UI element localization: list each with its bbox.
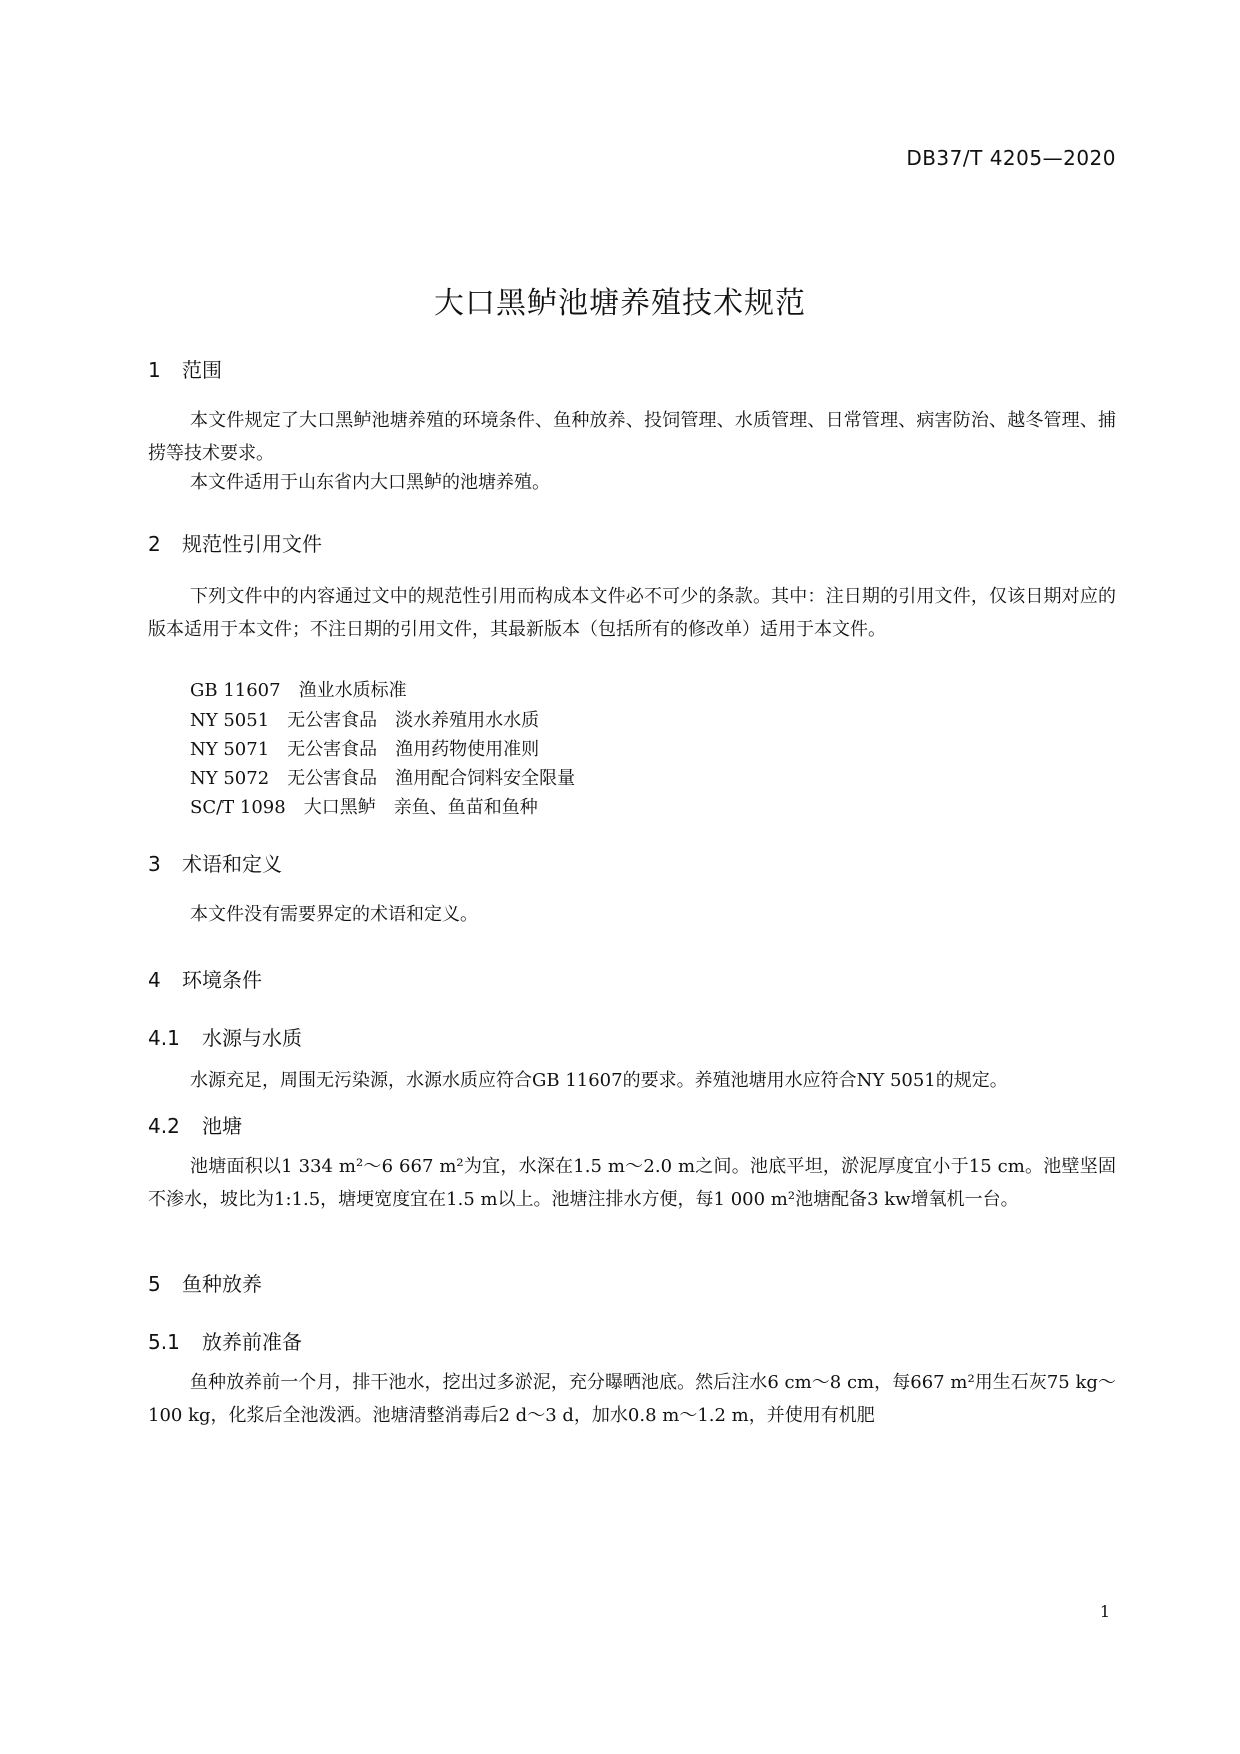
section-number: 5 — [148, 1272, 161, 1296]
subsection-number: 5.1 — [148, 1330, 180, 1354]
subsection-title: 水源与水质 — [202, 1026, 302, 1050]
water-source-paragraph: 水源充足，周围无污染源，水源水质应符合GB 11607的要求。养殖池塘用水应符合NY 5051的规定。 — [190, 1070, 1008, 1091]
section-number: 2 — [148, 532, 161, 556]
reference-item: SC/T 1098 大口黑鲈 亲鱼、鱼苗和鱼种 — [190, 797, 538, 818]
section-title: 规范性引用文件 — [182, 532, 322, 556]
reference-item: NY 5071 无公害食品 渔用药物使用准则 — [190, 739, 540, 760]
subsection-title: 放养前准备 — [202, 1330, 302, 1354]
normative-references-paragraph: 下列文件中的内容通过文中的规范性引用而构成本文件必不可少的条款。其中：注日期的引用文件，仅该日期对应的版本适用于本文件；不注日期的引用文件，其最新版本（包括所有的修改单）适用于本文件。 — [148, 586, 1116, 640]
section-number: 3 — [148, 852, 161, 876]
subsection-number: 4.1 — [148, 1026, 180, 1050]
terms-paragraph: 本文件没有需要界定的术语和定义。 — [190, 904, 478, 925]
section-title: 术语和定义 — [182, 852, 282, 876]
section-2-heading — [148, 528, 322, 557]
section-number: 1 — [148, 358, 161, 382]
section-title: 鱼种放养 — [182, 1272, 262, 1296]
scope-paragraph-2: 本文件适用于山东省内大口黑鲈的池塘养殖。 — [190, 472, 550, 493]
reference-item: GB 11607 渔业水质标准 — [190, 680, 407, 701]
reference-item: NY 5072 无公害食品 渔用配合饲料安全限量 — [190, 768, 576, 789]
pre-stocking-paragraph: 鱼种放养前一个月，排干池水，挖出过多淤泥，充分曝晒池底。然后注水6 cm～8 cm，每667 m²用生石灰75 kg～100 kg，化浆后全池泼洒。池塘清整消毒后2 d～3 d，加水0.8 m～1.2 m，并使用有机肥 — [148, 1372, 1116, 1426]
section-title: 环境条件 — [182, 968, 262, 992]
document-title: 大口黑鲈池塘养殖技术规范 — [434, 286, 806, 321]
section-number: 4 — [148, 968, 161, 992]
subsection-number: 4.2 — [148, 1114, 180, 1138]
section-3-heading — [148, 848, 282, 877]
reference-item: NY 5051 无公害食品 淡水养殖用水水质 — [190, 710, 540, 731]
section-5-heading — [148, 1268, 262, 1297]
subsection-title: 池塘 — [202, 1114, 242, 1138]
page-number: 1 — [1099, 1602, 1110, 1621]
pond-paragraph: 池塘面积以1 334 m²～6 667 m²为宜，水深在1.5 m～2.0 m之间。池底平坦，淤泥厚度宜小于15 cm。池壁坚固不渗水，坡比为1:1.5，塘埂宽度宜在1.5 m以上。池塘注排水方便，每1 000 m²池塘配备3 kw增氧机一台。 — [148, 1156, 1116, 1210]
subsection-4-1-heading — [148, 1022, 302, 1051]
subsection-5-1-heading — [148, 1326, 302, 1355]
section-title: 范围 — [182, 358, 222, 382]
section-4-heading — [148, 964, 262, 993]
scope-paragraph-1: 本文件规定了大口黑鲈池塘养殖的环境条件、鱼种放养、投饲管理、水质管理、日常管理、病害防治、越冬管理、捕捞等技术要求。 — [148, 410, 1116, 464]
standard-code: DB37/T 4205—2020 — [906, 146, 1116, 170]
section-1-heading — [148, 354, 222, 383]
subsection-4-2-heading — [148, 1110, 242, 1139]
